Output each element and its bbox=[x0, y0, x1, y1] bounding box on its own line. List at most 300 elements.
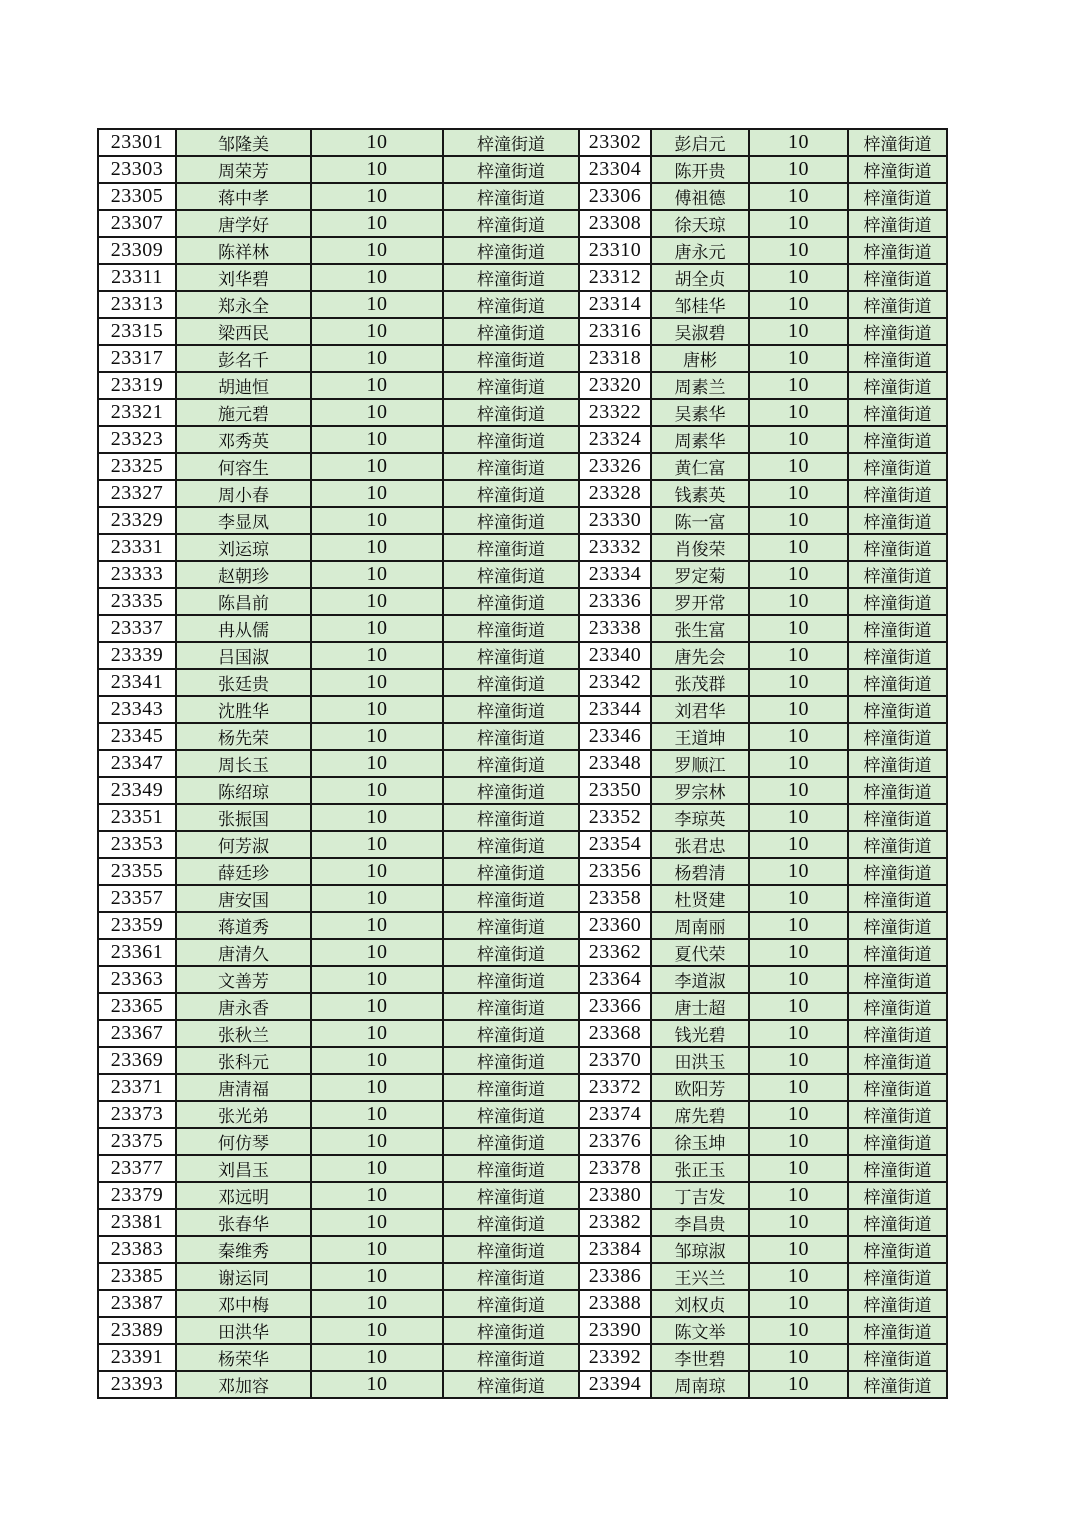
points-cell-left: 10 bbox=[311, 777, 443, 804]
id-cell-right: 23332 bbox=[579, 534, 651, 561]
id-cell-right: 23328 bbox=[579, 480, 651, 507]
name-cell-right: 陈一富 bbox=[651, 507, 749, 534]
name-cell-right: 肖俊荣 bbox=[651, 534, 749, 561]
id-cell-left: 23377 bbox=[98, 1155, 176, 1182]
name-cell-right: 唐永元 bbox=[651, 237, 749, 264]
id-cell-right: 23374 bbox=[579, 1101, 651, 1128]
district-cell-left: 梓潼街道 bbox=[443, 291, 579, 318]
points-cell-right: 10 bbox=[749, 264, 848, 291]
points-cell-left: 10 bbox=[311, 588, 443, 615]
table-row bbox=[98, 1182, 947, 1209]
id-cell-left: 23311 bbox=[98, 264, 176, 291]
district-cell-left: 梓潼街道 bbox=[443, 993, 579, 1020]
district-cell-left: 梓潼街道 bbox=[443, 534, 579, 561]
points-cell-right: 10 bbox=[749, 1128, 848, 1155]
district-cell-right: 梓潼街道 bbox=[848, 1155, 947, 1182]
points-cell-left: 10 bbox=[311, 1074, 443, 1101]
district-cell-left: 梓潼街道 bbox=[443, 1290, 579, 1317]
table-row bbox=[98, 1344, 947, 1371]
name-cell-left: 周小春 bbox=[176, 480, 311, 507]
id-cell-right: 23394 bbox=[579, 1371, 651, 1398]
id-cell-right: 23348 bbox=[579, 750, 651, 777]
name-cell-right: 张正玉 bbox=[651, 1155, 749, 1182]
district-cell-left: 梓潼街道 bbox=[443, 1344, 579, 1371]
points-cell-right: 10 bbox=[749, 1263, 848, 1290]
points-cell-right: 10 bbox=[749, 777, 848, 804]
district-cell-left: 梓潼街道 bbox=[443, 453, 579, 480]
name-cell-left: 冉从儒 bbox=[176, 615, 311, 642]
table-row bbox=[98, 399, 947, 426]
id-cell-left: 23357 bbox=[98, 885, 176, 912]
district-cell-right: 梓潼街道 bbox=[848, 264, 947, 291]
id-cell-left: 23313 bbox=[98, 291, 176, 318]
name-cell-right: 张生富 bbox=[651, 615, 749, 642]
district-cell-right: 梓潼街道 bbox=[848, 1182, 947, 1209]
table-row bbox=[98, 210, 947, 237]
district-cell-left: 梓潼街道 bbox=[443, 237, 579, 264]
district-cell-right: 梓潼街道 bbox=[848, 372, 947, 399]
district-cell-right: 梓潼街道 bbox=[848, 669, 947, 696]
district-cell-right: 梓潼街道 bbox=[848, 1290, 947, 1317]
points-cell-left: 10 bbox=[311, 1182, 443, 1209]
name-cell-left: 陈祥林 bbox=[176, 237, 311, 264]
name-cell-right: 周素兰 bbox=[651, 372, 749, 399]
name-cell-left: 张秋兰 bbox=[176, 1020, 311, 1047]
name-cell-left: 邓加容 bbox=[176, 1371, 311, 1398]
name-cell-left: 何仿琴 bbox=[176, 1128, 311, 1155]
points-cell-right: 10 bbox=[749, 453, 848, 480]
name-cell-left: 刘华碧 bbox=[176, 264, 311, 291]
name-cell-right: 张茂群 bbox=[651, 669, 749, 696]
points-cell-right: 10 bbox=[749, 1020, 848, 1047]
district-cell-right: 梓潼街道 bbox=[848, 804, 947, 831]
name-cell-left: 刘运琼 bbox=[176, 534, 311, 561]
points-cell-left: 10 bbox=[311, 912, 443, 939]
district-cell-left: 梓潼街道 bbox=[443, 1155, 579, 1182]
district-cell-left: 梓潼街道 bbox=[443, 264, 579, 291]
id-cell-right: 23384 bbox=[579, 1236, 651, 1263]
district-cell-right: 梓潼街道 bbox=[848, 642, 947, 669]
id-cell-left: 23365 bbox=[98, 993, 176, 1020]
points-cell-right: 10 bbox=[749, 1317, 848, 1344]
district-cell-left: 梓潼街道 bbox=[443, 1101, 579, 1128]
district-cell-left: 梓潼街道 bbox=[443, 588, 579, 615]
name-cell-left: 邓远明 bbox=[176, 1182, 311, 1209]
table-row bbox=[98, 318, 947, 345]
id-cell-right: 23346 bbox=[579, 723, 651, 750]
id-cell-right: 23326 bbox=[579, 453, 651, 480]
points-cell-left: 10 bbox=[311, 561, 443, 588]
roster-table bbox=[97, 128, 948, 1399]
points-cell-left: 10 bbox=[311, 1236, 443, 1263]
points-cell-right: 10 bbox=[749, 885, 848, 912]
points-cell-left: 10 bbox=[311, 129, 443, 156]
district-cell-left: 梓潼街道 bbox=[443, 615, 579, 642]
district-cell-right: 梓潼街道 bbox=[848, 1236, 947, 1263]
table-row bbox=[98, 669, 947, 696]
district-cell-left: 梓潼街道 bbox=[443, 1317, 579, 1344]
district-cell-right: 梓潼街道 bbox=[848, 777, 947, 804]
district-cell-right: 梓潼街道 bbox=[848, 1020, 947, 1047]
name-cell-left: 张科元 bbox=[176, 1047, 311, 1074]
points-cell-right: 10 bbox=[749, 426, 848, 453]
points-cell-right: 10 bbox=[749, 129, 848, 156]
points-cell-left: 10 bbox=[311, 966, 443, 993]
name-cell-right: 王道坤 bbox=[651, 723, 749, 750]
table-row bbox=[98, 723, 947, 750]
district-cell-right: 梓潼街道 bbox=[848, 399, 947, 426]
points-cell-right: 10 bbox=[749, 1101, 848, 1128]
name-cell-left: 郑永全 bbox=[176, 291, 311, 318]
district-cell-right: 梓潼街道 bbox=[848, 1317, 947, 1344]
district-cell-right: 梓潼街道 bbox=[848, 156, 947, 183]
id-cell-right: 23316 bbox=[579, 318, 651, 345]
name-cell-right: 钱素英 bbox=[651, 480, 749, 507]
id-cell-right: 23334 bbox=[579, 561, 651, 588]
table-row bbox=[98, 1263, 947, 1290]
name-cell-left: 陈昌前 bbox=[176, 588, 311, 615]
id-cell-left: 23393 bbox=[98, 1371, 176, 1398]
table-row bbox=[98, 804, 947, 831]
table-row bbox=[98, 858, 947, 885]
name-cell-right: 邹桂华 bbox=[651, 291, 749, 318]
id-cell-left: 23379 bbox=[98, 1182, 176, 1209]
district-cell-left: 梓潼街道 bbox=[443, 831, 579, 858]
table-row bbox=[98, 345, 947, 372]
id-cell-right: 23350 bbox=[579, 777, 651, 804]
name-cell-right: 唐彬 bbox=[651, 345, 749, 372]
id-cell-right: 23368 bbox=[579, 1020, 651, 1047]
district-cell-right: 梓潼街道 bbox=[848, 480, 947, 507]
name-cell-left: 彭名千 bbox=[176, 345, 311, 372]
table-row bbox=[98, 939, 947, 966]
id-cell-left: 23355 bbox=[98, 858, 176, 885]
id-cell-right: 23310 bbox=[579, 237, 651, 264]
name-cell-right: 席先碧 bbox=[651, 1101, 749, 1128]
points-cell-right: 10 bbox=[749, 480, 848, 507]
district-cell-right: 梓潼街道 bbox=[848, 318, 947, 345]
table-row bbox=[98, 426, 947, 453]
table-row bbox=[98, 264, 947, 291]
name-cell-right: 胡全贞 bbox=[651, 264, 749, 291]
points-cell-right: 10 bbox=[749, 1344, 848, 1371]
id-cell-right: 23312 bbox=[579, 264, 651, 291]
name-cell-right: 刘君华 bbox=[651, 696, 749, 723]
points-cell-right: 10 bbox=[749, 291, 848, 318]
points-cell-right: 10 bbox=[749, 1047, 848, 1074]
table-row bbox=[98, 642, 947, 669]
points-cell-right: 10 bbox=[749, 507, 848, 534]
id-cell-left: 23333 bbox=[98, 561, 176, 588]
points-cell-left: 10 bbox=[311, 1263, 443, 1290]
id-cell-right: 23344 bbox=[579, 696, 651, 723]
id-cell-left: 23327 bbox=[98, 480, 176, 507]
name-cell-left: 张光弟 bbox=[176, 1101, 311, 1128]
points-cell-left: 10 bbox=[311, 372, 443, 399]
id-cell-left: 23341 bbox=[98, 669, 176, 696]
id-cell-left: 23337 bbox=[98, 615, 176, 642]
name-cell-left: 唐清久 bbox=[176, 939, 311, 966]
name-cell-left: 蒋道秀 bbox=[176, 912, 311, 939]
name-cell-right: 田洪玉 bbox=[651, 1047, 749, 1074]
points-cell-right: 10 bbox=[749, 372, 848, 399]
id-cell-left: 23391 bbox=[98, 1344, 176, 1371]
district-cell-left: 梓潼街道 bbox=[443, 723, 579, 750]
table-row bbox=[98, 1236, 947, 1263]
table-row bbox=[98, 1074, 947, 1101]
points-cell-right: 10 bbox=[749, 750, 848, 777]
table-row bbox=[98, 534, 947, 561]
district-cell-right: 梓潼街道 bbox=[848, 939, 947, 966]
id-cell-right: 23378 bbox=[579, 1155, 651, 1182]
name-cell-right: 吴素华 bbox=[651, 399, 749, 426]
id-cell-right: 23342 bbox=[579, 669, 651, 696]
points-cell-left: 10 bbox=[311, 750, 443, 777]
district-cell-right: 梓潼街道 bbox=[848, 885, 947, 912]
district-cell-right: 梓潼街道 bbox=[848, 1209, 947, 1236]
district-cell-right: 梓潼街道 bbox=[848, 696, 947, 723]
id-cell-left: 23303 bbox=[98, 156, 176, 183]
name-cell-right: 罗顺江 bbox=[651, 750, 749, 777]
district-cell-right: 梓潼街道 bbox=[848, 561, 947, 588]
id-cell-left: 23369 bbox=[98, 1047, 176, 1074]
id-cell-left: 23301 bbox=[98, 129, 176, 156]
points-cell-right: 10 bbox=[749, 1209, 848, 1236]
table-row bbox=[98, 183, 947, 210]
district-cell-right: 梓潼街道 bbox=[848, 615, 947, 642]
points-cell-left: 10 bbox=[311, 993, 443, 1020]
points-cell-left: 10 bbox=[311, 1371, 443, 1398]
id-cell-right: 23388 bbox=[579, 1290, 651, 1317]
name-cell-right: 李道淑 bbox=[651, 966, 749, 993]
district-cell-right: 梓潼街道 bbox=[848, 345, 947, 372]
district-cell-left: 梓潼街道 bbox=[443, 966, 579, 993]
district-cell-left: 梓潼街道 bbox=[443, 129, 579, 156]
district-cell-left: 梓潼街道 bbox=[443, 1128, 579, 1155]
district-cell-right: 梓潼街道 bbox=[848, 1074, 947, 1101]
id-cell-left: 23383 bbox=[98, 1236, 176, 1263]
id-cell-right: 23330 bbox=[579, 507, 651, 534]
table-row bbox=[98, 1155, 947, 1182]
name-cell-right: 傅祖德 bbox=[651, 183, 749, 210]
name-cell-left: 陈绍琼 bbox=[176, 777, 311, 804]
district-cell-right: 梓潼街道 bbox=[848, 588, 947, 615]
id-cell-right: 23306 bbox=[579, 183, 651, 210]
points-cell-right: 10 bbox=[749, 183, 848, 210]
name-cell-right: 罗定菊 bbox=[651, 561, 749, 588]
district-cell-right: 梓潼街道 bbox=[848, 831, 947, 858]
points-cell-right: 10 bbox=[749, 237, 848, 264]
table-row bbox=[98, 993, 947, 1020]
id-cell-left: 23321 bbox=[98, 399, 176, 426]
district-cell-right: 梓潼街道 bbox=[848, 1371, 947, 1398]
id-cell-left: 23381 bbox=[98, 1209, 176, 1236]
id-cell-right: 23370 bbox=[579, 1047, 651, 1074]
points-cell-left: 10 bbox=[311, 1344, 443, 1371]
name-cell-right: 钱光碧 bbox=[651, 1020, 749, 1047]
name-cell-left: 唐永香 bbox=[176, 993, 311, 1020]
name-cell-right: 李世碧 bbox=[651, 1344, 749, 1371]
district-cell-left: 梓潼街道 bbox=[443, 804, 579, 831]
district-cell-left: 梓潼街道 bbox=[443, 750, 579, 777]
id-cell-left: 23335 bbox=[98, 588, 176, 615]
id-cell-left: 23351 bbox=[98, 804, 176, 831]
table-row bbox=[98, 1128, 947, 1155]
district-cell-left: 梓潼街道 bbox=[443, 1209, 579, 1236]
points-cell-right: 10 bbox=[749, 1155, 848, 1182]
id-cell-right: 23324 bbox=[579, 426, 651, 453]
district-cell-left: 梓潼街道 bbox=[443, 426, 579, 453]
district-cell-left: 梓潼街道 bbox=[443, 399, 579, 426]
points-cell-right: 10 bbox=[749, 804, 848, 831]
district-cell-left: 梓潼街道 bbox=[443, 696, 579, 723]
points-cell-right: 10 bbox=[749, 588, 848, 615]
name-cell-right: 李琼英 bbox=[651, 804, 749, 831]
name-cell-left: 刘昌玉 bbox=[176, 1155, 311, 1182]
district-cell-left: 梓潼街道 bbox=[443, 777, 579, 804]
table-row bbox=[98, 453, 947, 480]
district-cell-left: 梓潼街道 bbox=[443, 1047, 579, 1074]
table-row bbox=[98, 777, 947, 804]
name-cell-right: 王兴兰 bbox=[651, 1263, 749, 1290]
id-cell-left: 23359 bbox=[98, 912, 176, 939]
points-cell-left: 10 bbox=[311, 1047, 443, 1074]
points-cell-left: 10 bbox=[311, 858, 443, 885]
id-cell-left: 23309 bbox=[98, 237, 176, 264]
district-cell-right: 梓潼街道 bbox=[848, 507, 947, 534]
id-cell-left: 23331 bbox=[98, 534, 176, 561]
name-cell-right: 李昌贵 bbox=[651, 1209, 749, 1236]
id-cell-right: 23364 bbox=[579, 966, 651, 993]
points-cell-right: 10 bbox=[749, 1182, 848, 1209]
points-cell-left: 10 bbox=[311, 210, 443, 237]
district-cell-left: 梓潼街道 bbox=[443, 561, 579, 588]
district-cell-left: 梓潼街道 bbox=[443, 1182, 579, 1209]
district-cell-left: 梓潼街道 bbox=[443, 858, 579, 885]
name-cell-left: 唐学好 bbox=[176, 210, 311, 237]
table-row bbox=[98, 561, 947, 588]
id-cell-right: 23338 bbox=[579, 615, 651, 642]
name-cell-right: 陈文举 bbox=[651, 1317, 749, 1344]
points-cell-right: 10 bbox=[749, 156, 848, 183]
id-cell-left: 23319 bbox=[98, 372, 176, 399]
district-cell-right: 梓潼街道 bbox=[848, 291, 947, 318]
table-row bbox=[98, 1020, 947, 1047]
id-cell-right: 23356 bbox=[579, 858, 651, 885]
name-cell-left: 胡迪恒 bbox=[176, 372, 311, 399]
table-row bbox=[98, 885, 947, 912]
district-cell-left: 梓潼街道 bbox=[443, 1074, 579, 1101]
name-cell-left: 邹隆美 bbox=[176, 129, 311, 156]
points-cell-left: 10 bbox=[311, 615, 443, 642]
district-cell-left: 梓潼街道 bbox=[443, 480, 579, 507]
name-cell-left: 周长玉 bbox=[176, 750, 311, 777]
district-cell-left: 梓潼街道 bbox=[443, 1263, 579, 1290]
id-cell-right: 23386 bbox=[579, 1263, 651, 1290]
id-cell-right: 23362 bbox=[579, 939, 651, 966]
district-cell-left: 梓潼街道 bbox=[443, 1236, 579, 1263]
points-cell-left: 10 bbox=[311, 1128, 443, 1155]
id-cell-left: 23307 bbox=[98, 210, 176, 237]
points-cell-left: 10 bbox=[311, 885, 443, 912]
table-row bbox=[98, 480, 947, 507]
id-cell-left: 23325 bbox=[98, 453, 176, 480]
points-cell-right: 10 bbox=[749, 696, 848, 723]
name-cell-right: 徐天琼 bbox=[651, 210, 749, 237]
table-row bbox=[98, 1371, 947, 1398]
id-cell-left: 23343 bbox=[98, 696, 176, 723]
points-cell-right: 10 bbox=[749, 1236, 848, 1263]
name-cell-right: 刘权贞 bbox=[651, 1290, 749, 1317]
points-cell-right: 10 bbox=[749, 831, 848, 858]
name-cell-right: 邹琼淑 bbox=[651, 1236, 749, 1263]
points-cell-left: 10 bbox=[311, 804, 443, 831]
id-cell-left: 23371 bbox=[98, 1074, 176, 1101]
name-cell-right: 丁吉发 bbox=[651, 1182, 749, 1209]
name-cell-left: 杨先荣 bbox=[176, 723, 311, 750]
name-cell-right: 周素华 bbox=[651, 426, 749, 453]
district-cell-left: 梓潼街道 bbox=[443, 156, 579, 183]
id-cell-left: 23361 bbox=[98, 939, 176, 966]
points-cell-right: 10 bbox=[749, 1074, 848, 1101]
id-cell-right: 23340 bbox=[579, 642, 651, 669]
name-cell-left: 邓秀英 bbox=[176, 426, 311, 453]
table-row bbox=[98, 966, 947, 993]
district-cell-left: 梓潼街道 bbox=[443, 507, 579, 534]
id-cell-left: 23375 bbox=[98, 1128, 176, 1155]
district-cell-right: 梓潼街道 bbox=[848, 237, 947, 264]
id-cell-right: 23304 bbox=[579, 156, 651, 183]
id-cell-left: 23387 bbox=[98, 1290, 176, 1317]
id-cell-right: 23308 bbox=[579, 210, 651, 237]
district-cell-left: 梓潼街道 bbox=[443, 669, 579, 696]
points-cell-left: 10 bbox=[311, 939, 443, 966]
name-cell-right: 唐先会 bbox=[651, 642, 749, 669]
points-cell-left: 10 bbox=[311, 507, 443, 534]
id-cell-right: 23376 bbox=[579, 1128, 651, 1155]
id-cell-left: 23345 bbox=[98, 723, 176, 750]
table-row bbox=[98, 831, 947, 858]
points-cell-right: 10 bbox=[749, 858, 848, 885]
district-cell-right: 梓潼街道 bbox=[848, 912, 947, 939]
points-cell-left: 10 bbox=[311, 426, 443, 453]
name-cell-left: 梁西民 bbox=[176, 318, 311, 345]
district-cell-right: 梓潼街道 bbox=[848, 534, 947, 561]
district-cell-left: 梓潼街道 bbox=[443, 372, 579, 399]
district-cell-left: 梓潼街道 bbox=[443, 1020, 579, 1047]
name-cell-left: 秦维秀 bbox=[176, 1236, 311, 1263]
table-row bbox=[98, 1290, 947, 1317]
id-cell-left: 23339 bbox=[98, 642, 176, 669]
id-cell-left: 23353 bbox=[98, 831, 176, 858]
table-row bbox=[98, 1101, 947, 1128]
name-cell-right: 罗开常 bbox=[651, 588, 749, 615]
name-cell-left: 张廷贵 bbox=[176, 669, 311, 696]
id-cell-right: 23372 bbox=[579, 1074, 651, 1101]
id-cell-right: 23360 bbox=[579, 912, 651, 939]
district-cell-right: 梓潼街道 bbox=[848, 858, 947, 885]
points-cell-left: 10 bbox=[311, 156, 443, 183]
id-cell-left: 23317 bbox=[98, 345, 176, 372]
name-cell-left: 何芳淑 bbox=[176, 831, 311, 858]
points-cell-left: 10 bbox=[311, 1155, 443, 1182]
points-cell-right: 10 bbox=[749, 534, 848, 561]
points-cell-right: 10 bbox=[749, 642, 848, 669]
district-cell-right: 梓潼街道 bbox=[848, 993, 947, 1020]
district-cell-right: 梓潼街道 bbox=[848, 183, 947, 210]
district-cell-right: 梓潼街道 bbox=[848, 1101, 947, 1128]
name-cell-right: 张君忠 bbox=[651, 831, 749, 858]
